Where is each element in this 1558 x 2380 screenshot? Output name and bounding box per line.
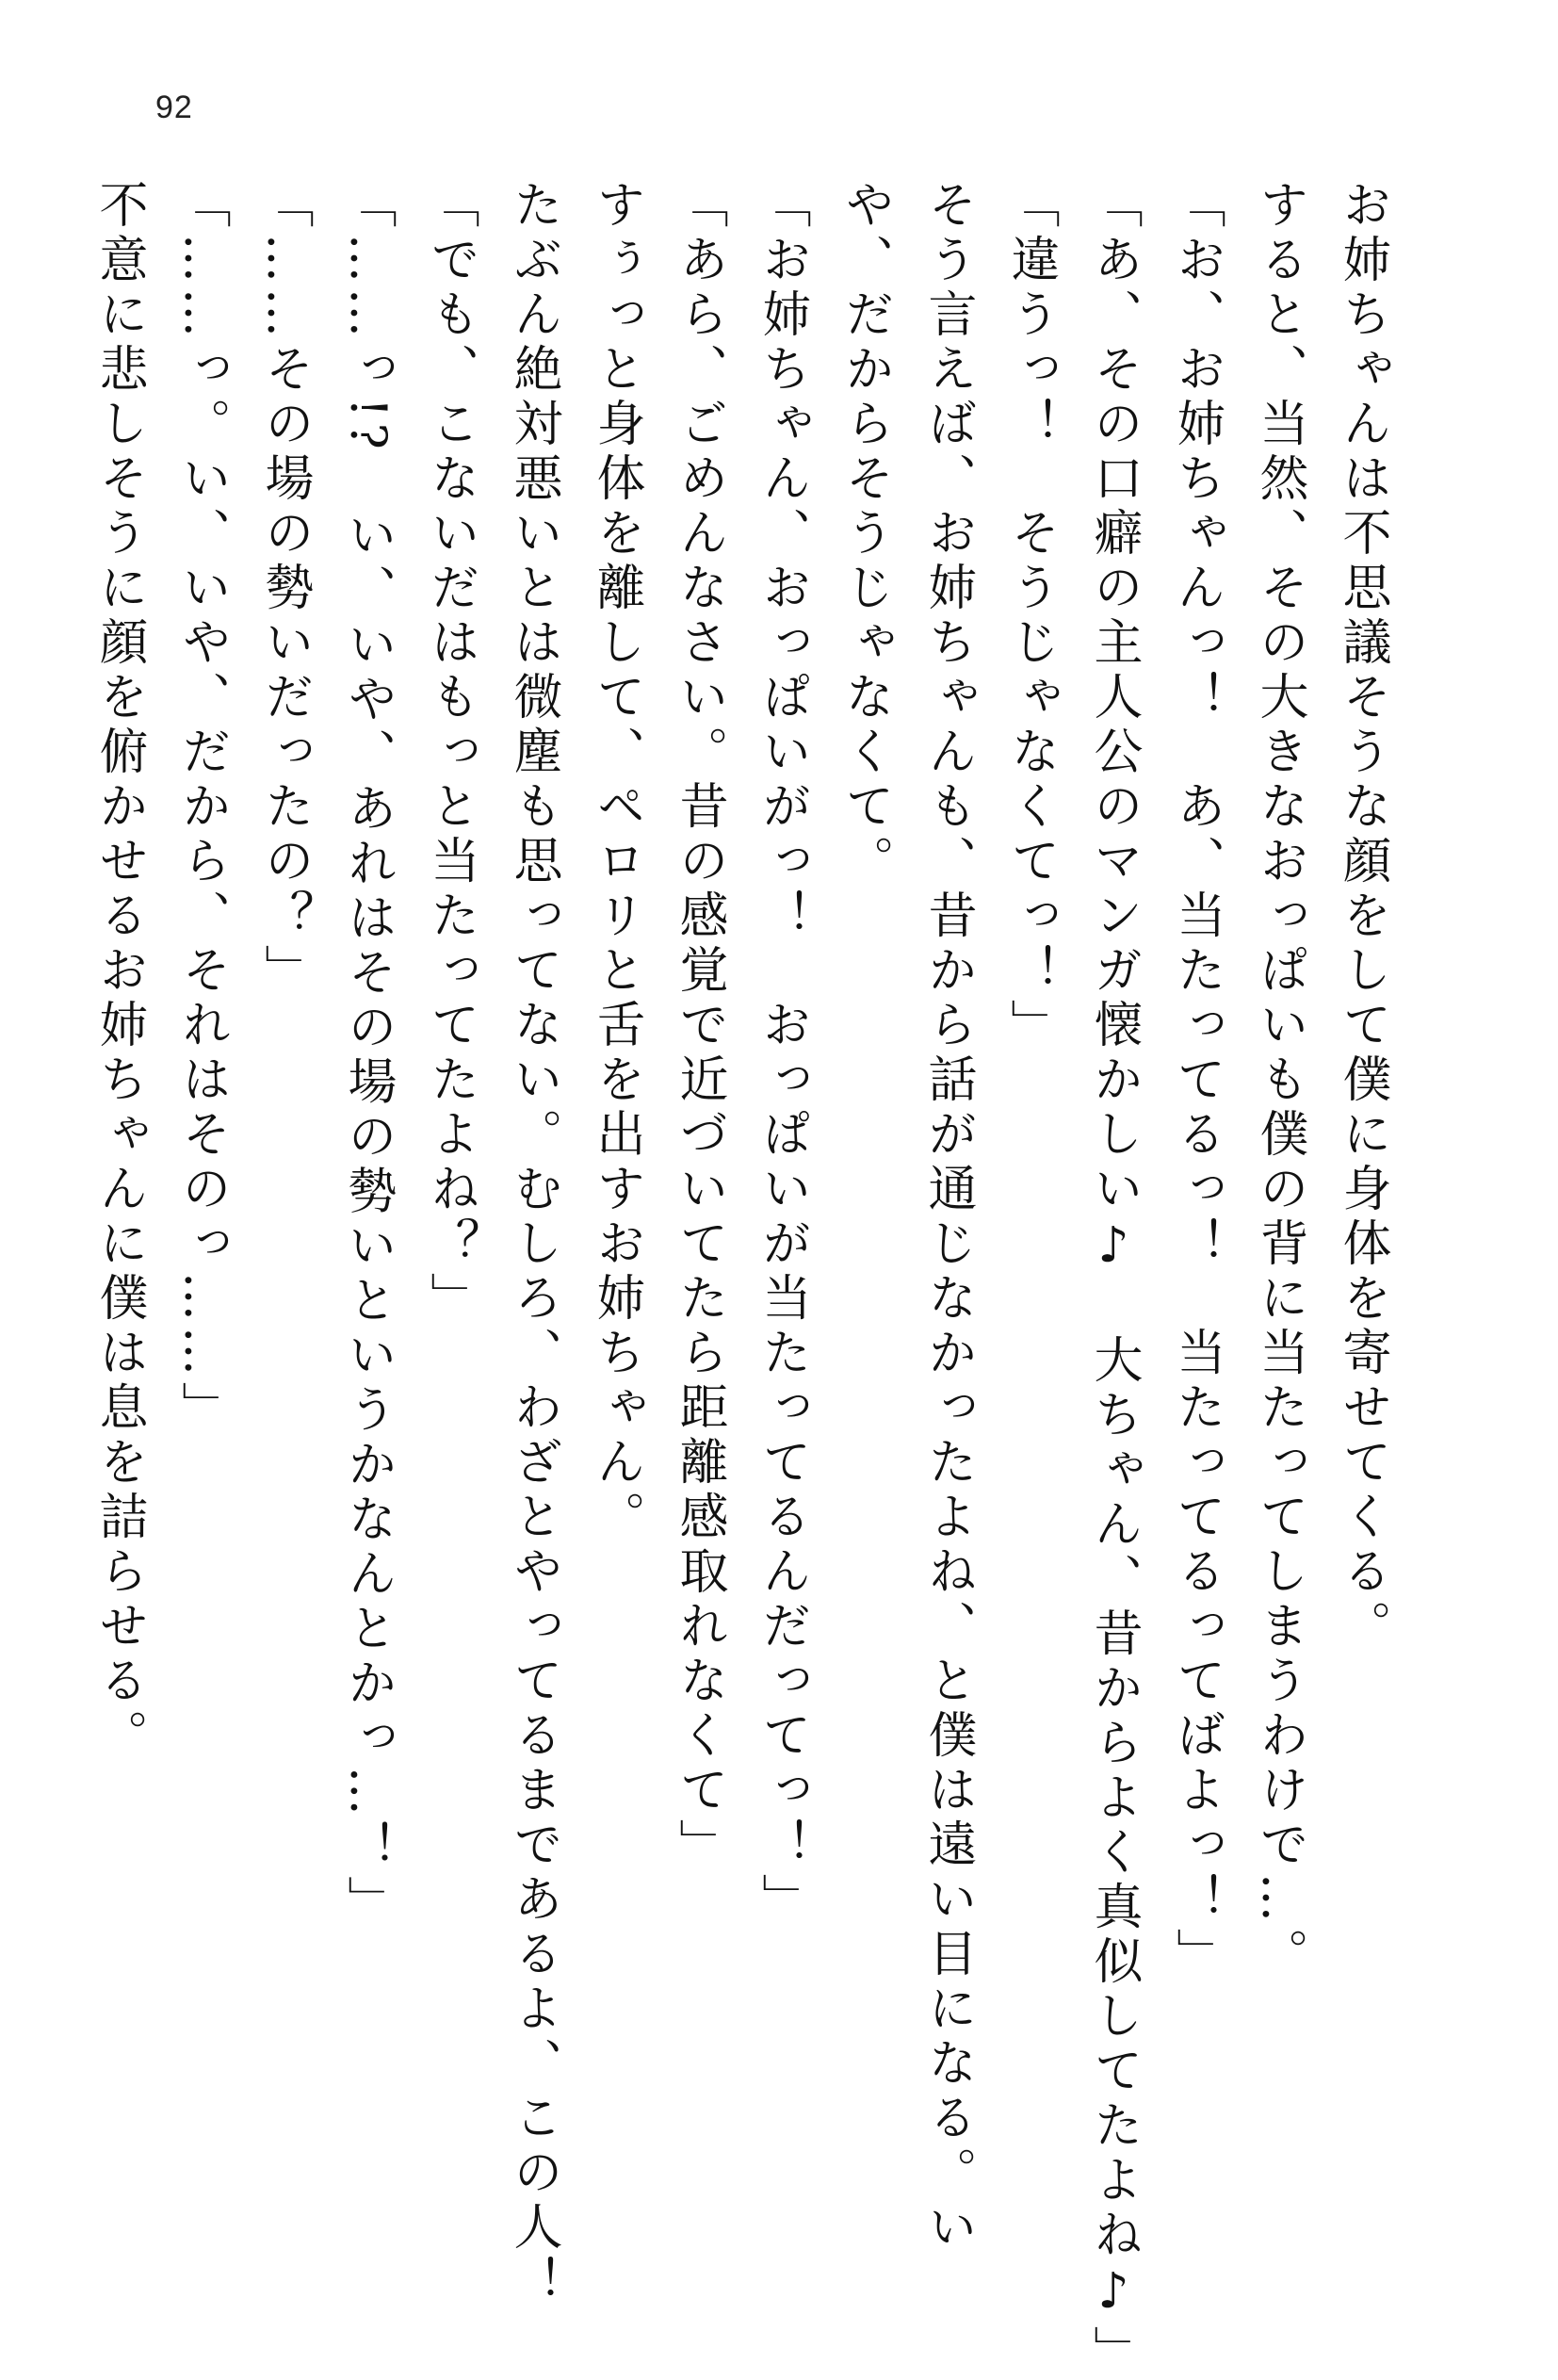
text-line: 不意に悲しそうに顔を俯かせるお姉ちゃんに僕は息を詰らせる。 <box>90 179 147 1764</box>
text-line: お姉ちゃんは不思議そうな顔をして僕に身体を寄せてくる。 <box>1334 179 1390 1655</box>
text-line: 「違うっ！ そうじゃなくてっ！」 <box>1002 179 1059 1053</box>
text-line: 「……その場の勢いだったの？」 <box>256 179 313 999</box>
text-line: 「お、お姉ちゃんっ！ あ、当たってるっ！ 当たってるってばよっ！」 <box>1168 179 1225 1982</box>
page-number: 92 <box>155 90 193 125</box>
text-line: 「……っ。い、いや、だから、それはそのっ……」 <box>173 179 230 1436</box>
text-line: 「お姉ちゃん、おっぱいがっ！ おっぱいが当たってるんだってっ！」 <box>754 179 810 1928</box>
text-line: や、だからそうじゃなくて。 <box>836 179 893 889</box>
text-line: 「……っ!? い、いや、あれはその場の勢いというかなんとかっ…！」 <box>339 179 396 1931</box>
text-line: たぶん絶対悪いとは微塵も思ってない。むしろ、わざとやってるまであるよ、この人！ <box>505 179 561 2310</box>
text-line: 「あら、ごめんなさい。昔の感覚で近づいてたら距離感取れなくて」 <box>671 179 727 1873</box>
text-line: そう言えば、お姉ちゃんも、昔から話が通じなかったよね、と僕は遠い目になる。い <box>919 179 976 2256</box>
vertical-text-body <box>90 179 1404 2380</box>
text-line: 「でも、こないだはもっと当たってたよね？」 <box>422 179 479 1327</box>
text-line: すぅっと身体を離して、ペロリと舌を出すお姉ちゃん。 <box>588 179 644 1545</box>
text-line: 「あ、その口癖の主人公のマンガ懐かしい♪ 大ちゃん、昔からよく真似してたよね♪」 <box>1085 179 1142 2380</box>
text-line: すると、当然、その大きなおっぱいも僕の背に当たってしまうわけで…。 <box>1251 179 1307 1982</box>
